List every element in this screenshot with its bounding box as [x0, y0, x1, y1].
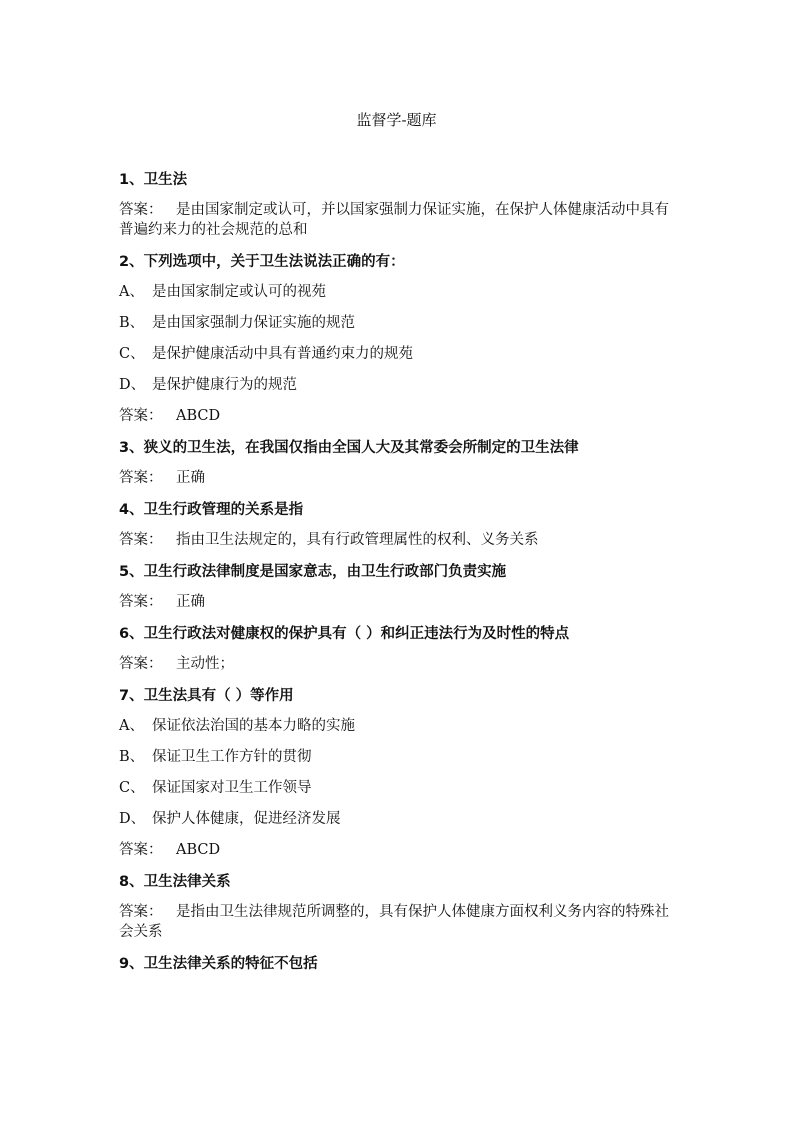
question-4: [119, 500, 679, 550]
answer: [119, 592, 679, 612]
answer-text: 主动性；: [176, 656, 234, 672]
page-title: 监督学-题库: [356, 111, 437, 129]
question-title: 1、卫生法: [119, 172, 188, 188]
question-8: [119, 872, 679, 942]
option-label: B、: [119, 749, 145, 765]
option-a: [119, 282, 679, 302]
option-c: [119, 344, 679, 364]
question-7: [119, 686, 679, 860]
option-text: 是由国家制定或认可的视苑: [152, 284, 326, 300]
option-text: 保证国家对卫生工作领导: [152, 780, 312, 796]
question-title: 2、下列选项中，关于卫生法说法正确的有：: [119, 254, 405, 270]
answer-label: 答案：: [119, 408, 163, 424]
option-label: A、: [119, 284, 144, 300]
question-list: [119, 170, 679, 984]
question-title: 6、卫生行政法对健康权的保护具有（ ）和纠正违法行为及时性的特点: [119, 626, 570, 642]
option-b: [119, 313, 679, 333]
answer: [119, 530, 679, 550]
question-6: [119, 624, 679, 674]
option-d: [119, 809, 679, 829]
answer-text: 是由国家制定或认可，并以国家强制力保证实施，在保护人体健康活动中具有普遍约来力的社会规范的总和: [119, 202, 669, 238]
option-label: A、: [119, 718, 144, 734]
option-label: C、: [119, 346, 145, 362]
question-1: [119, 170, 679, 240]
question-title: 3、狭义的卫生法，在我国仅指由全国人大及其常委会所制定的卫生法律: [119, 440, 579, 456]
option-text: 保证依法治国的基本力略的实施: [152, 718, 355, 734]
answer-label: 答案：: [119, 656, 163, 672]
answer-text: ABCD: [176, 408, 221, 424]
option-a: [119, 716, 679, 736]
question-5: [119, 562, 679, 612]
question-title: 4、卫生行政管理的关系是指: [119, 502, 304, 518]
answer-label: 答案：: [119, 842, 163, 858]
answer-text: ABCD: [176, 842, 221, 858]
answer: [119, 406, 679, 426]
option-text: 是由国家强制力保证实施的规范: [152, 315, 355, 331]
option-label: C、: [119, 780, 145, 796]
question-title: 5、卫生行政法律制度是国家意志，由卫生行政部门负责实施: [119, 564, 507, 580]
option-text: 保护人体健康，促进经济发展: [152, 811, 341, 827]
option-label: D、: [119, 377, 146, 393]
answer: [119, 902, 679, 942]
question-2: [119, 252, 679, 426]
option-text: 保证卫生工作方针的贯彻: [152, 749, 312, 765]
question-9: [119, 954, 679, 974]
answer-label: 答案：: [119, 470, 163, 486]
question-title: 9、卫生法律关系的特征不包括: [119, 956, 318, 972]
answer: [119, 468, 679, 488]
answer-text: 是指由卫生法律规范所调整的，具有保护人体健康方面权利义务内容的特殊社会关系: [119, 904, 669, 940]
answer-text: 正确: [176, 594, 205, 610]
option-text: 是保护健康活动中具有普通约束力的规苑: [152, 346, 413, 362]
answer: [119, 840, 679, 860]
answer: [119, 200, 679, 240]
option-b: [119, 747, 679, 767]
answer: [119, 654, 679, 674]
option-label: D、: [119, 811, 146, 827]
answer-text: 指由卫生法规定的，具有行政管理属性的权利、义务关系: [176, 532, 539, 548]
question-3: [119, 438, 679, 488]
option-label: B、: [119, 315, 145, 331]
answer-label: 答案：: [119, 202, 163, 218]
answer-label: 答案：: [119, 904, 163, 920]
question-title: 7、卫生法具有（ ）等作用: [119, 688, 294, 704]
answer-label: 答案：: [119, 532, 163, 548]
question-title: 8、卫生法律关系: [119, 874, 231, 890]
option-d: [119, 375, 679, 395]
option-text: 是保护健康行为的规范: [152, 377, 297, 393]
answer-label: 答案：: [119, 594, 163, 610]
answer-text: 正确: [176, 470, 205, 486]
option-c: [119, 778, 679, 798]
